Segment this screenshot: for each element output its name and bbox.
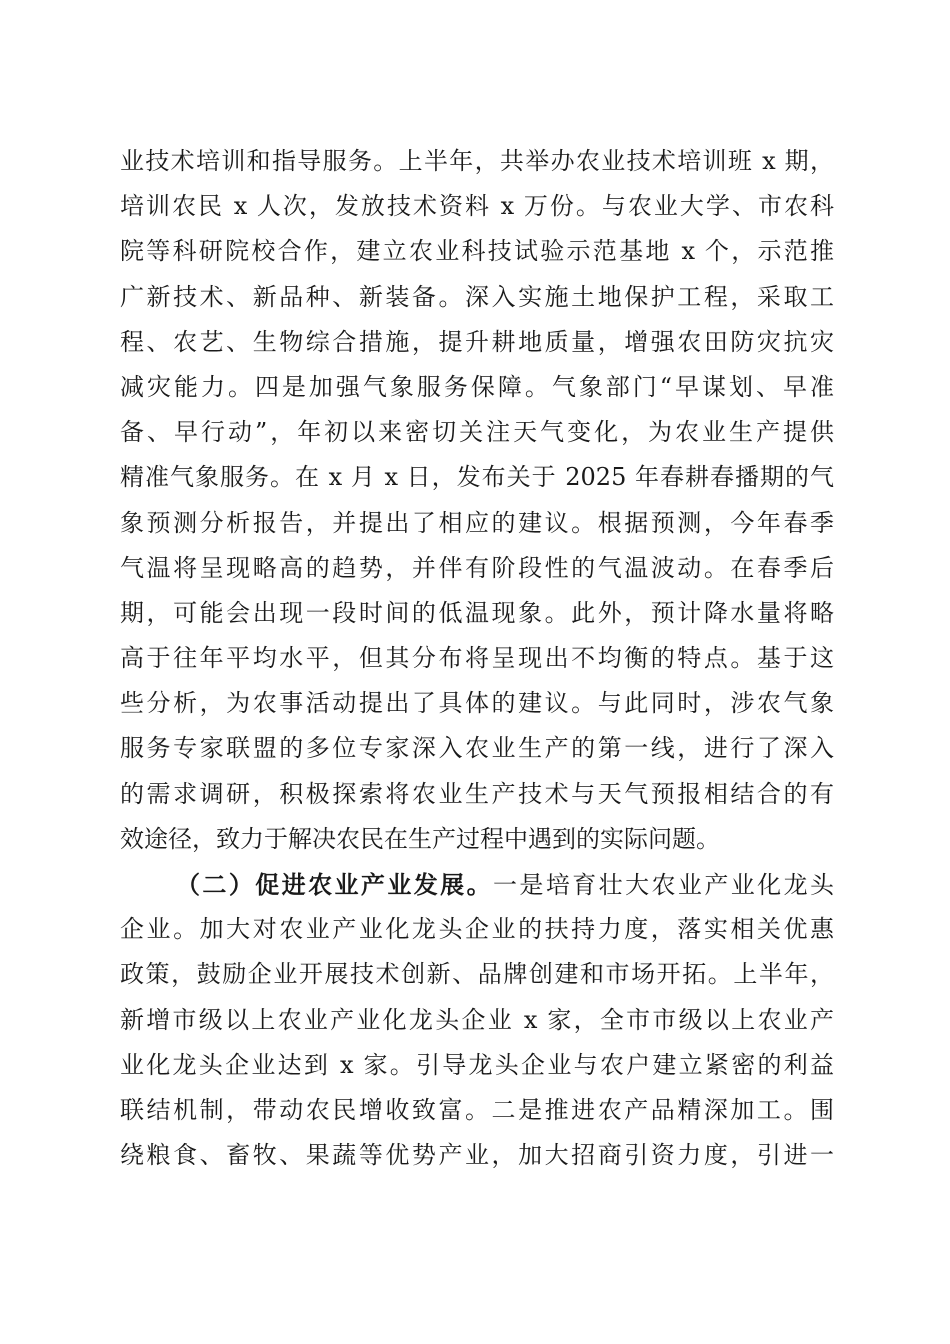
text-line: 象预测分析报告，并提出了相应的建议。根据预测，今年春季 [120,508,834,537]
text-line: 程、农艺、生物综合措施，提升耕地质量，增强农田防灾抗灾 [120,327,834,356]
text-line: 培训农民 x 人次，发放技术资料 x 万份。与农业大学、市农科 [120,192,834,221]
text-line: 期，可能会出现一段时间的低温现象。此外，预计降水量将略 [120,598,834,627]
text-line: 院等科研院校合作，建立农业科技试验示范基地 x 个，示范推 [120,237,834,266]
text-line: 减灾能力。四是加强气象服务保障。气象部门“早谋划、早准 [120,372,834,401]
text-line: 政策，鼓励企业开展技术创新、品牌创建和市场开拓。上半年， [120,960,834,989]
text-line: 的需求调研，积极探索将农业生产技术与天气预报相结合的有 [120,779,834,808]
document-body [120,139,834,1178]
text-line: 联结机制，带动农民增收致富。二是推进农产品精深加工。围 [120,1095,834,1124]
text-line: 企业。加大对农业产业化龙头企业的扶持力度，落实相关优惠 [120,915,834,944]
text-line: 服务专家联盟的多位专家深入农业生产的第一线，进行了深入 [120,734,834,763]
text-line: 业化龙头企业达到 x 家。引导龙头企业与农户建立紧密的利益 [120,1050,834,1079]
text-line: 备、早行动”，年初以来密切关注天气变化，为农业生产提供 [120,418,834,447]
paragraph-2-first-line [120,862,834,907]
text-line: 气温将呈现略高的趋势，并伴有阶段性的气温波动。在春季后 [120,553,834,582]
text-line: 业技术培训和指导服务。上半年，共举办农业技术培训班 x 期， [120,147,834,175]
text-line: 绕粮食、畜牧、果蔬等优势产业，加大招商引资力度，引进一 [120,1141,834,1170]
text-line: 广新技术、新品种、新装备。深入实施土地保护工程，采取工 [120,282,834,311]
text-line: 些分析，为农事活动提出了具体的建议。与此同时，涉农气象 [120,689,834,718]
text-line: 精准气象服务。在 x 月 x 日，发布关于 2025 年春耕春播期的气 [120,463,834,492]
text-line: 效途径，致力于解决农民在生产过程中遇到的实际问题。 [120,824,720,853]
paragraph-2 [120,862,834,1178]
paragraph-1 [120,139,834,862]
heading-line-text: 一是培育壮大农业产业化龙头 [493,871,834,899]
text-line: 高于往年平均水平，但其分布将呈现出不均衡的特点。基于这 [120,644,834,673]
text-line: 新增市级以上农业产业化龙头企业 x 家，全市市级以上农业产 [120,1005,834,1034]
section-heading: （二）促进农业产业发展。 [176,870,493,899]
